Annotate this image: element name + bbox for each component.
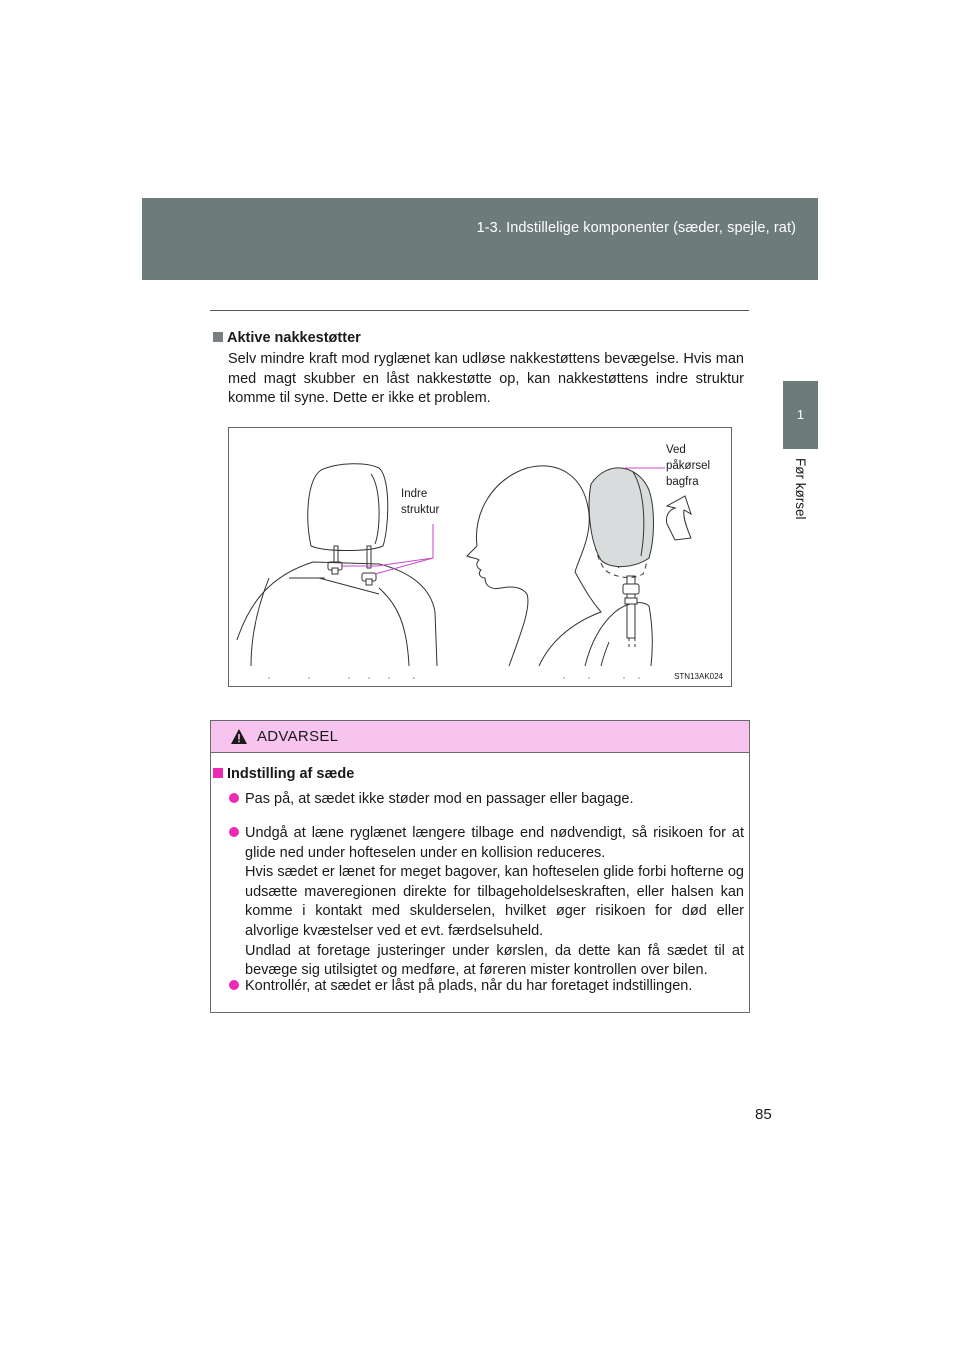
inner-structure-label-line1: Indre [401, 488, 428, 500]
warning-bullet [229, 824, 744, 981]
rear-impact-label-line2: påkørsel [666, 460, 711, 472]
warning-title: ADVARSEL [257, 728, 339, 745]
warning-bullet-text-continued: Undlad at foretage justeringer under kørslen, da dette kan få sædet til at bevæge sig utilsigtet og medføre, at føreren mister kontrollen over bilen. [245, 942, 744, 979]
headrest-drawing [229, 428, 733, 688]
warning-bullet [229, 977, 744, 997]
warning-bullet-text-continued: Hvis sædet er lænet for meget bagover, kan hofteselen glide forbi hofterne og udsætte maveregionen direkte for tilbageholdelseskraften, eller halsen kan komme i kontakt med skulderselen, hvilket øger risikoen for død eller alvorlige kvæstelser ved et evt. færdselsuheld. [245, 864, 744, 939]
warning-subheading-text: Indstilling af sæde [227, 766, 355, 782]
warning-header [211, 721, 749, 753]
upward-arrow-icon [666, 496, 691, 540]
section-heading-text: Aktive nakkestøtter [227, 330, 361, 346]
warning-box [210, 720, 750, 1013]
inner-structure-label-line2: struktur [401, 504, 440, 516]
warning-bullet [229, 790, 744, 810]
chapter-section-title: 1-3. Indstillelige komponenter (sæder, spejle, rat) [476, 220, 796, 236]
occupant-silhouette [476, 466, 601, 666]
warning-subheading [213, 766, 354, 782]
warning-bullet-text: Pas på, at sædet ikke støder mod en passager eller bagage. [245, 791, 634, 807]
warning-bullet-text: Kontrollér, at sædet er låst på plads, når du har foretaget indstillingen. [245, 978, 693, 994]
rear-impact-label [666, 442, 710, 490]
left-seatback [237, 562, 437, 666]
left-headrest [308, 464, 388, 551]
section-heading [213, 330, 361, 346]
chapter-header [142, 198, 818, 280]
section-divider [210, 310, 749, 311]
warning-bullet-text: Undgå at læne ryglænet længere tilbage end nødvendigt, så risikoen for at glide ned under hofteselen under en kollision reduceres. [245, 825, 744, 861]
rear-impact-label-line1: Ved [666, 444, 686, 456]
warning-triangle-icon [230, 728, 248, 745]
bullet-dot-icon [229, 980, 239, 990]
headrest-illustration [228, 427, 732, 687]
page-number: 85 [755, 1106, 772, 1123]
right-seatback [585, 603, 652, 666]
bullet-dot-icon [229, 793, 239, 803]
square-bullet-icon [213, 332, 223, 342]
chapter-tab-label: Før kørsel [793, 458, 808, 520]
bullet-dot-icon [229, 827, 239, 837]
figure-code: STN13AK024 [674, 672, 723, 681]
inner-structure-leader [341, 524, 433, 566]
rear-impact-label-line3: bagfra [666, 476, 699, 488]
section-paragraph: Selv mindre kraft mod ryglænet kan udløse nakkestøttens bevægelse. Hvis man med magt skubber en låst nakkestøtte op, kan nakkestøttens indre struktur komme til syne. Dette er ikke et problem. [228, 351, 744, 407]
inner-structure-label [401, 486, 439, 518]
square-bullet-icon [213, 768, 223, 778]
chapter-tab-number: 1 [783, 381, 818, 449]
